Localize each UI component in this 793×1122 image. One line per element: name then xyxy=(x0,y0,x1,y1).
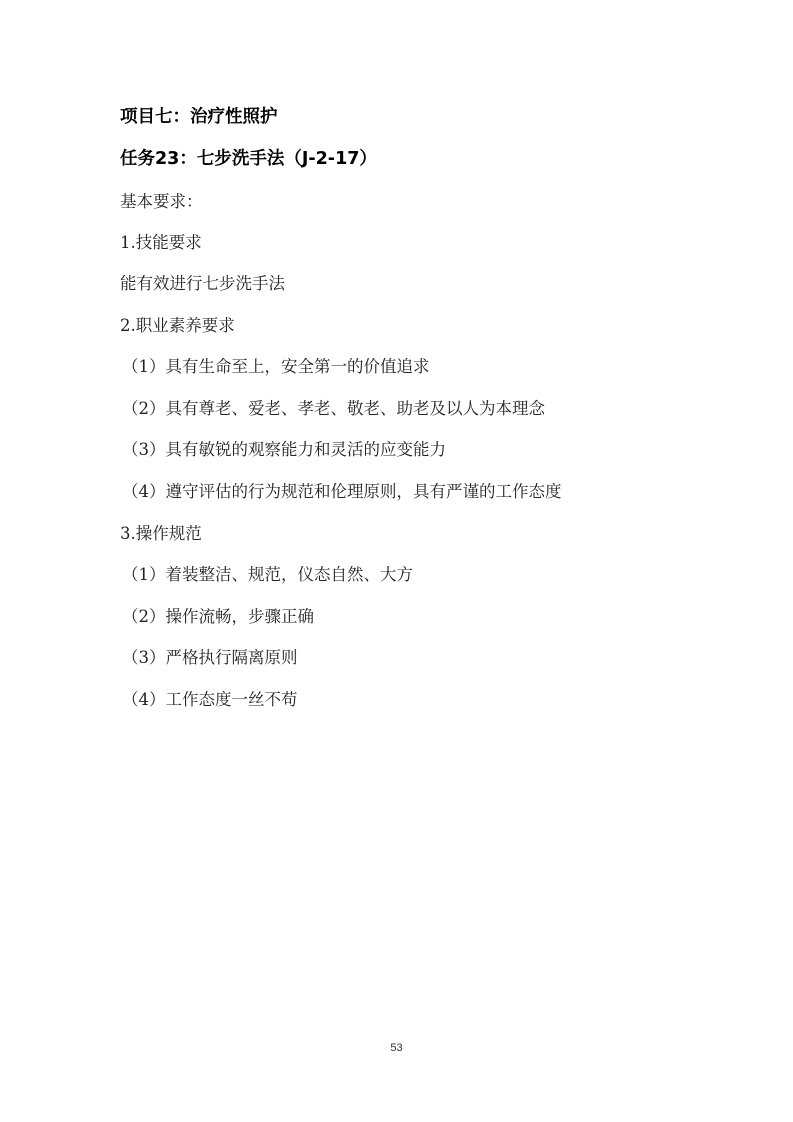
quality-item: （4）遵守评估的行为规范和伦理原则，具有严谨的工作态度 xyxy=(122,482,562,501)
operation-item: （2）操作流畅，步骤正确 xyxy=(122,607,314,626)
quality-item: （3）具有敏锐的观察能力和灵活的应变能力 xyxy=(122,440,446,459)
operation-item: （3）严格执行隔离原则 xyxy=(122,648,298,667)
project-heading: 项目七：治疗性照护 xyxy=(120,107,278,127)
section-title-skill: 1.技能要求 xyxy=(120,233,202,252)
quality-item: （1）具有生命至上，安全第一的价值追求 xyxy=(122,357,430,376)
quality-item: （2）具有尊老、爱老、孝老、敬老、助老及以人为本理念 xyxy=(122,399,545,418)
section-title-operation: 3.操作规范 xyxy=(120,524,202,543)
section-title-quality: 2.职业素养要求 xyxy=(120,316,235,335)
task-heading: 任务23：七步洗手法（J-2-17） xyxy=(120,149,377,169)
skill-requirement-text: 能有效进行七步洗手法 xyxy=(120,274,285,293)
basic-requirements-label: 基本要求： xyxy=(120,192,203,211)
operation-item: （1）着装整洁、规范，仪态自然、大方 xyxy=(122,565,413,584)
operation-item: （4）工作态度一丝不苟 xyxy=(122,690,298,709)
page-number: 53 xyxy=(390,1042,403,1054)
